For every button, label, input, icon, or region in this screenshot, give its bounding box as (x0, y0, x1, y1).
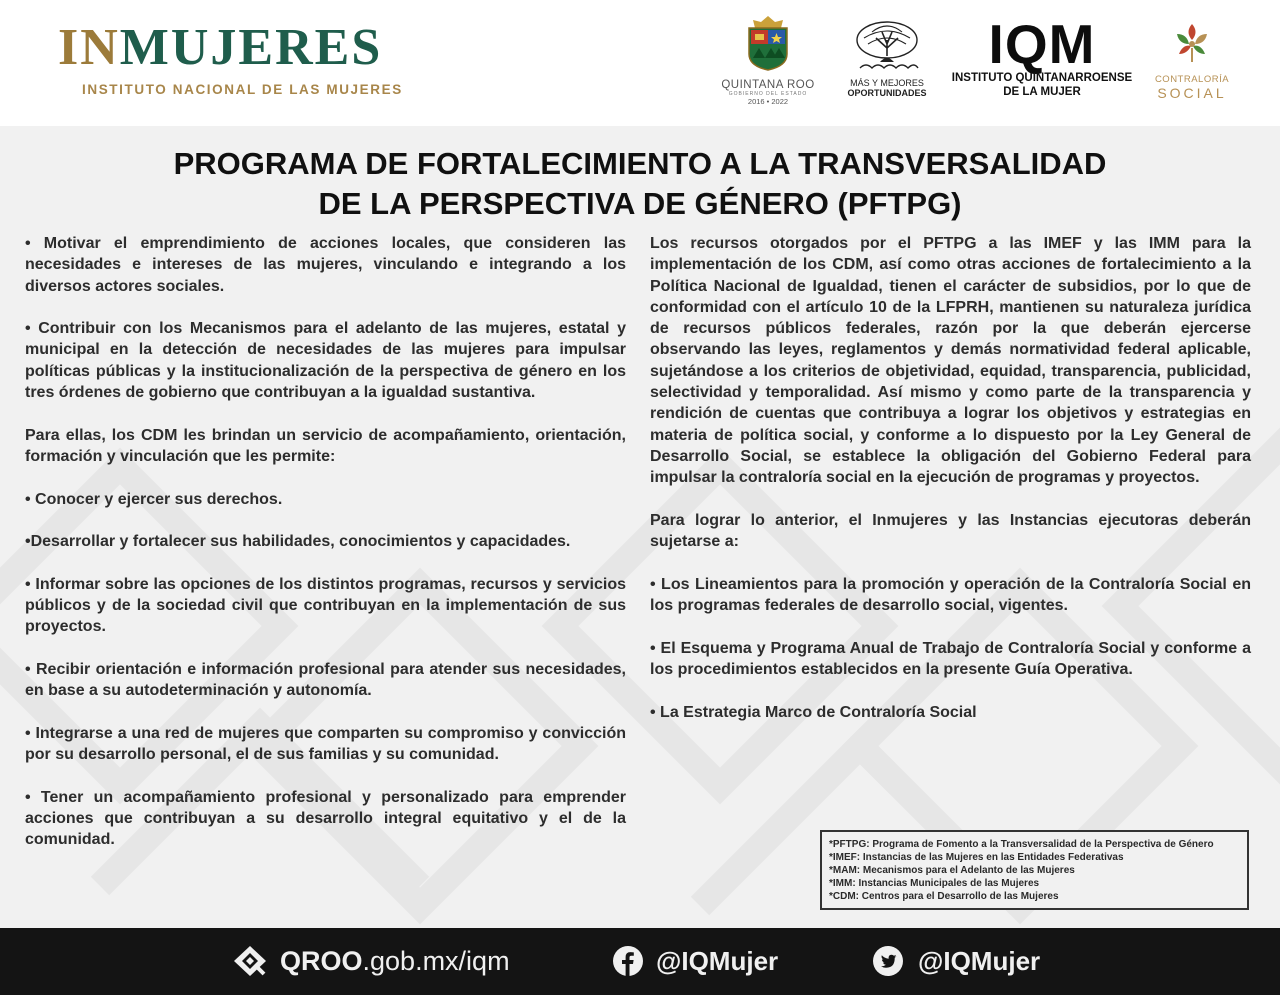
mas-caption-line1: MÁS Y MEJORES (850, 78, 924, 88)
acronyms-notes-box (820, 830, 1249, 910)
iqm-line1: INSTITUTO QUINTANARROENSE (951, 72, 1133, 84)
facebook-link[interactable] (612, 944, 778, 978)
mas-caption-line2: OPORTUNIDADES (847, 87, 927, 98)
content-area (0, 126, 1280, 928)
facebook-handle: @IQMujer (656, 946, 779, 976)
iqm-logo (944, 13, 1140, 106)
note-line: *IMM: Instancias Municipales de las Mujeres (829, 878, 1040, 889)
iqm-line2: DE LA MUJER (1003, 85, 1081, 98)
brand-subtitle: INSTITUTO NACIONAL DE LAS MUJERES (82, 82, 403, 97)
brand-name (58, 20, 403, 76)
right-column (650, 233, 1251, 744)
note-line: *IMEF: Instancias de las Mujeres en las Entidades Federativas (829, 852, 1124, 863)
contraloria-social-logo (1142, 20, 1242, 104)
paragraph: •Desarrollar y fortalecer sus habilidades, conocimientos y capacidades. (25, 533, 571, 551)
paragraph: • Informar sobre las opciones de los distintos programas, recursos y servicios públicos y de la sociedad civil que contribuyan en la implementación de sus proyectos. (25, 575, 626, 636)
qroo-subcaption: GOBIERNO DEL ESTADO (728, 91, 808, 97)
mas-oportunidades-logo (836, 18, 938, 104)
note-line: *CDM: Centros para el Desarrollo de las Mujeres (829, 891, 1059, 902)
twitter-icon (872, 945, 904, 977)
footer (0, 928, 1280, 995)
twitter-link[interactable] (872, 944, 1040, 978)
paragraph: • Conocer y ejercer sus derechos. (25, 490, 283, 508)
website-link[interactable] (230, 944, 510, 978)
iqm-acronym: IQM (988, 13, 1096, 75)
paragraph: • El Esquema y Programa Anual de Trabajo de Contraloría Social y conforme a los procedimientos establecidos en la presente Guía Operativa. (650, 639, 1251, 678)
paragraph: • Motivar el emprendimiento de acciones locales, que consideren las necesidades e intereses de las mujeres, vinculando e integrando a los diversos actores sociales. (25, 235, 626, 295)
inmujeres-logo (58, 20, 403, 97)
brand-name-part1: IN (58, 19, 120, 76)
paragraph: Para ellas, los CDM les brindan un servicio de acompañamiento, orientación, formación y vinculación que les permite: (25, 426, 626, 465)
ceiba-tree-icon (852, 18, 922, 74)
page-title (0, 144, 1280, 224)
cs-line1: CONTRALORÍA (1154, 74, 1230, 85)
paragraph: • Los Lineamientos para la promoción y operación de la Contraloría Social en los programas federales de desarrollo social, vigentes. (650, 575, 1251, 615)
twitter-handle: @IQMujer (918, 946, 1041, 976)
paragraph: • Recibir orientación e información profesional para atender sus necesidades, en base a su autodeterminación y autonomía. (25, 660, 626, 700)
website-rest: .gob.mx/iqm (362, 946, 510, 976)
quintana-roo-shield-icon (745, 14, 791, 72)
header (0, 0, 1280, 126)
paragraph: • La Estrategia Marco de Contraloría Social (650, 703, 977, 721)
brand-name-part2: MUJERES (119, 19, 383, 76)
quintana-roo-logo (716, 14, 820, 108)
contraloria-social-emblem-icon (1169, 20, 1215, 66)
facebook-icon (612, 945, 644, 977)
qroo-diamond-icon (230, 944, 272, 978)
title-line2: DE LA PERSPECTIVA DE GÉNERO (PFTPG) (318, 186, 962, 221)
paragraph: • Tener un acompañamiento profesional y personalizado para emprender acciones que contribuyan a su desarrollo integral equitativo y el de la comunidad. (25, 788, 626, 849)
paragraph: • Integrarse a una red de mujeres que comparten su compromiso y convicción por su desarrollo personal, el de sus familias y su comunidad. (25, 724, 626, 764)
cs-line2: SOCIAL (1157, 85, 1227, 101)
paragraph: Los recursos otorgados por el PFTPG a las IMEF y las IMM para la implementación de los CDM, así como otras acciones de fortalecimiento a la Política Nacional de Igualdad, tienen el carácter de subsidios, por lo que de conformidad con el artículo 10 de la LFPRH, mantienen su naturaleza jurídica de recursos públicos federales, razón por la que deberán ejercerse observando las leyes, reglamentos y demás normatividad federal aplicable, sujetándose a los criterios de objetividad, equidad, transparencia, publicidad, selectividad y temporalidad. Así mismo y como parte de la transparencia y rendición de cuentas que contribuya a lograr los objetivos y estrategias en materia de política social, y conforme a lo dispuesto por la Ley General de Desarrollo Social, se establece la obligación del Gobierno Federal para impulsar la contraloría social en la ejecución de programas y proyectos. (650, 235, 1251, 487)
left-column (25, 233, 626, 872)
paragraph: • Contribuir con los Mecanismos para el adelanto de las mujeres, estatal y municipal en la detección de necesidades de las mujeres para impulsar políticas públicas y la institucionalización de la perspectiva de género en los tres órdenes de gobierno que contribuyan a la igualdad sustantiva. (25, 320, 626, 402)
qroo-caption: QUINTANA ROO (721, 79, 815, 91)
paragraph: Para lograr lo anterior, el Inmujeres y las Instancias ejecutoras deberán sujetarse a: (650, 511, 1251, 551)
website-bold: QROO (280, 946, 363, 976)
note-line: *PFTPG: Programa de Fomento a la Transversalidad de la Perspectiva de Género (829, 839, 1214, 850)
title-line1: PROGRAMA DE FORTALECIMIENTO A LA TRANSVERSALIDAD (173, 146, 1107, 181)
qroo-years: 2016 • 2022 (747, 97, 789, 106)
note-line: *MAM: Mecanismos para el Adelanto de las Mujeres (829, 865, 1075, 876)
